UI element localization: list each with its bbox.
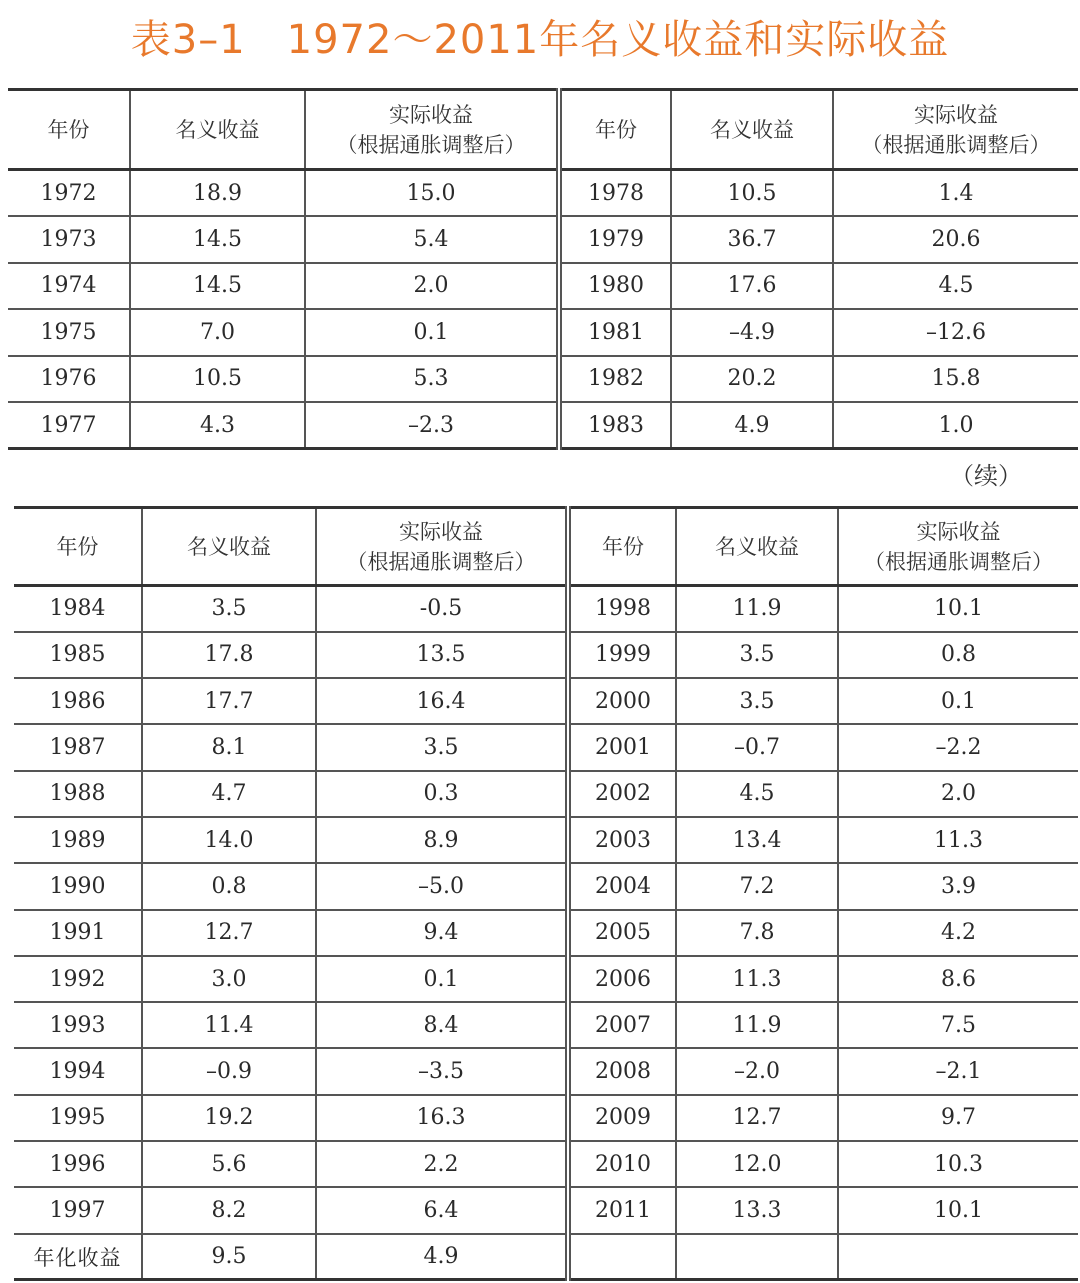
- cell-real: 16.3: [316, 1095, 568, 1141]
- cell-nominal: 5.6: [142, 1141, 316, 1187]
- returns-table-1984-2011: [14, 506, 1078, 1281]
- header-real-line2: （根据通胀调整后）: [346, 549, 536, 574]
- cell-year: 1973: [8, 216, 130, 263]
- cell-real: 1.4: [833, 170, 1078, 217]
- header-real-line2: （根据通胀调整后）: [864, 549, 1053, 574]
- cell-real: –3.5: [316, 1048, 568, 1094]
- cell-real: 9.7: [838, 1095, 1078, 1141]
- returns-table-1972-1983: [8, 88, 1078, 450]
- cell-nominal: 10.5: [671, 170, 833, 217]
- header-nominal: 名义收益: [142, 508, 316, 586]
- table-row: [14, 586, 1078, 632]
- cell-real: 15.8: [833, 356, 1078, 403]
- cell-real: 10.1: [838, 586, 1078, 632]
- cell-nominal: 14.5: [130, 263, 305, 310]
- cell-nominal: 17.6: [671, 263, 833, 310]
- cell-real: 2.0: [305, 263, 559, 310]
- cell-year: 1988: [14, 771, 142, 817]
- cell-real: 0.8: [838, 632, 1078, 678]
- empty-cell: [676, 1234, 838, 1280]
- table-row: [14, 1187, 1078, 1233]
- cell-year: 1982: [559, 356, 671, 403]
- cell-nominal: 11.9: [676, 1002, 838, 1048]
- table-row: [8, 309, 1078, 356]
- table-row: [8, 263, 1078, 310]
- header-row: [14, 508, 1078, 586]
- table-row: [14, 1141, 1078, 1187]
- cell-year: 1989: [14, 817, 142, 863]
- header-nominal: 名义收益: [671, 90, 833, 170]
- cell-year: 1984: [14, 586, 142, 632]
- cell-year: 1972: [8, 170, 130, 217]
- cell-nominal: 17.8: [142, 632, 316, 678]
- cell-year: 1999: [568, 632, 676, 678]
- header-year: 年份: [8, 90, 130, 170]
- cell-real: 11.3: [838, 817, 1078, 863]
- cell-nominal: 3.5: [676, 632, 838, 678]
- header-real: [316, 508, 568, 586]
- empty-cell: [568, 1234, 676, 1280]
- cell-year: 1997: [14, 1187, 142, 1233]
- cell-nominal: 3.0: [142, 956, 316, 1002]
- cell-nominal: 7.0: [130, 309, 305, 356]
- table-title: 表3–1 1972～2011年名义收益和实际收益: [130, 17, 950, 63]
- cell-nominal: 0.8: [142, 863, 316, 909]
- cell-nominal: 13.4: [676, 817, 838, 863]
- annualized-real: 4.9: [316, 1234, 568, 1280]
- cell-nominal: 20.2: [671, 356, 833, 403]
- cell-nominal: –2.0: [676, 1048, 838, 1094]
- cell-real: 5.4: [305, 216, 559, 263]
- cell-real: 20.6: [833, 216, 1078, 263]
- empty-cell: [838, 1234, 1078, 1280]
- cell-real: 8.9: [316, 817, 568, 863]
- header-real-line1: 实际收益: [916, 519, 1001, 544]
- table-row: [8, 356, 1078, 403]
- header-nominal: 名义收益: [676, 508, 838, 586]
- cell-real: 0.1: [316, 956, 568, 1002]
- cell-nominal: 12.7: [676, 1095, 838, 1141]
- header-real-line1: 实际收益: [399, 519, 483, 544]
- cell-year: 1974: [8, 263, 130, 310]
- cell-nominal: 36.7: [671, 216, 833, 263]
- cell-real: –2.1: [838, 1048, 1078, 1094]
- cell-year: 1993: [14, 1002, 142, 1048]
- cell-real: 10.1: [838, 1187, 1078, 1233]
- cell-real: 3.5: [316, 724, 568, 770]
- cell-real: 6.4: [316, 1187, 568, 1233]
- cell-real: 2.2: [316, 1141, 568, 1187]
- header-real: [833, 90, 1078, 170]
- table-row: [14, 956, 1078, 1002]
- cell-real: 13.5: [316, 632, 568, 678]
- cell-real: 7.5: [838, 1002, 1078, 1048]
- table-row: [14, 1095, 1078, 1141]
- cell-year: 1990: [14, 863, 142, 909]
- cell-nominal: 3.5: [676, 678, 838, 724]
- cell-real: 4.5: [833, 263, 1078, 310]
- header-year: 年份: [14, 508, 142, 586]
- cell-nominal: 12.7: [142, 910, 316, 956]
- table2-body: [14, 586, 1078, 1280]
- cell-year: 1976: [8, 356, 130, 403]
- table-row: [8, 402, 1078, 449]
- table-row: [8, 216, 1078, 263]
- cell-real: 1.0: [833, 402, 1078, 449]
- cell-year: 2000: [568, 678, 676, 724]
- cell-nominal: 4.3: [130, 402, 305, 449]
- header-year: 年份: [559, 90, 671, 170]
- cell-real: 0.3: [316, 771, 568, 817]
- cell-real: –2.3: [305, 402, 559, 449]
- header-real-line2: （根据通胀调整后）: [861, 132, 1051, 157]
- header-year: 年份: [568, 508, 676, 586]
- cell-real: 4.2: [838, 910, 1078, 956]
- cell-nominal: 12.0: [676, 1141, 838, 1187]
- header-real-line1: 实际收益: [914, 102, 998, 127]
- annualized-label: 年化收益: [14, 1234, 142, 1280]
- cell-nominal: 19.2: [142, 1095, 316, 1141]
- cell-year: 2009: [568, 1095, 676, 1141]
- cell-nominal: 4.5: [676, 771, 838, 817]
- header-nominal: 名义收益: [130, 90, 305, 170]
- cell-nominal: 8.2: [142, 1187, 316, 1233]
- cell-real: 8.6: [838, 956, 1078, 1002]
- cell-year: 1986: [14, 678, 142, 724]
- cell-nominal: 8.1: [142, 724, 316, 770]
- cell-real: 0.1: [305, 309, 559, 356]
- header-row: [8, 90, 1078, 170]
- cell-nominal: –0.7: [676, 724, 838, 770]
- cell-year: 1996: [14, 1141, 142, 1187]
- cell-year: 2003: [568, 817, 676, 863]
- table-row: [14, 1048, 1078, 1094]
- continued-label: （续）: [950, 462, 1022, 490]
- cell-real: 5.3: [305, 356, 559, 403]
- cell-year: 1998: [568, 586, 676, 632]
- cell-nominal: 4.9: [671, 402, 833, 449]
- cell-nominal: 14.0: [142, 817, 316, 863]
- cell-real: 15.0: [305, 170, 559, 217]
- cell-year: 1981: [559, 309, 671, 356]
- table-row: [14, 678, 1078, 724]
- cell-nominal: 11.3: [676, 956, 838, 1002]
- cell-year: 1978: [559, 170, 671, 217]
- cell-year: 1975: [8, 309, 130, 356]
- header-real-line1: 实际收益: [389, 102, 473, 127]
- header-real: [305, 90, 559, 170]
- cell-nominal: –4.9: [671, 309, 833, 356]
- annualized-row: [14, 1234, 1078, 1280]
- cell-year: 1985: [14, 632, 142, 678]
- cell-real: -0.5: [316, 586, 568, 632]
- table-row: [14, 1002, 1078, 1048]
- cell-nominal: 7.2: [676, 863, 838, 909]
- table-row: [14, 817, 1078, 863]
- cell-year: 2001: [568, 724, 676, 770]
- cell-nominal: 7.8: [676, 910, 838, 956]
- cell-year: 1983: [559, 402, 671, 449]
- cell-real: 2.0: [838, 771, 1078, 817]
- header-real-line2: （根据通胀调整后）: [336, 132, 526, 157]
- cell-real: 16.4: [316, 678, 568, 724]
- cell-real: 9.4: [316, 910, 568, 956]
- cell-year: 1995: [14, 1095, 142, 1141]
- cell-year: 2002: [568, 771, 676, 817]
- cell-year: 1992: [14, 956, 142, 1002]
- cell-nominal: 14.5: [130, 216, 305, 263]
- table1-body: [8, 170, 1078, 449]
- cell-real: 0.1: [838, 678, 1078, 724]
- header-real: [838, 508, 1078, 586]
- cell-year: 2010: [568, 1141, 676, 1187]
- cell-real: –5.0: [316, 863, 568, 909]
- cell-year: 2011: [568, 1187, 676, 1233]
- table-row: [14, 910, 1078, 956]
- cell-real: 8.4: [316, 1002, 568, 1048]
- cell-nominal: 3.5: [142, 586, 316, 632]
- cell-year: 1994: [14, 1048, 142, 1094]
- cell-year: 1979: [559, 216, 671, 263]
- cell-nominal: 17.7: [142, 678, 316, 724]
- annualized-nominal: 9.5: [142, 1234, 316, 1280]
- cell-year: 1980: [559, 263, 671, 310]
- table-row: [14, 771, 1078, 817]
- cell-nominal: 10.5: [130, 356, 305, 403]
- cell-year: 2008: [568, 1048, 676, 1094]
- table-row: [14, 724, 1078, 770]
- cell-nominal: 18.9: [130, 170, 305, 217]
- cell-year: 2004: [568, 863, 676, 909]
- cell-real: –12.6: [833, 309, 1078, 356]
- table-row: [14, 632, 1078, 678]
- cell-nominal: 11.4: [142, 1002, 316, 1048]
- cell-nominal: 4.7: [142, 771, 316, 817]
- cell-year: 2005: [568, 910, 676, 956]
- cell-year: 1977: [8, 402, 130, 449]
- cell-year: 1991: [14, 910, 142, 956]
- table-row: [8, 170, 1078, 217]
- cell-year: 2007: [568, 1002, 676, 1048]
- cell-nominal: 11.9: [676, 586, 838, 632]
- cell-real: 10.3: [838, 1141, 1078, 1187]
- cell-year: 2006: [568, 956, 676, 1002]
- cell-real: 3.9: [838, 863, 1078, 909]
- cell-year: 1987: [14, 724, 142, 770]
- cell-nominal: –0.9: [142, 1048, 316, 1094]
- table-row: [14, 863, 1078, 909]
- cell-nominal: 13.3: [676, 1187, 838, 1233]
- cell-real: –2.2: [838, 724, 1078, 770]
